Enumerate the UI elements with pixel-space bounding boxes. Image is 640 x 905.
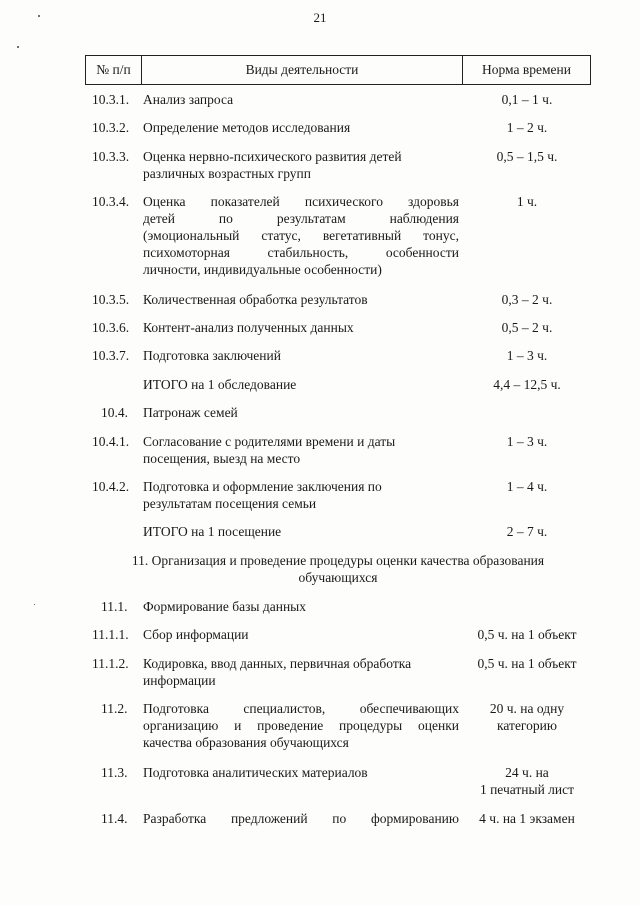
section-line: обучающихся [298, 570, 378, 585]
row-number: 10.3.2. [92, 120, 130, 135]
row-activity: ИТОГО на 1 обследование [143, 377, 297, 392]
row-norm: 4 ч. на 1 экзамен [479, 811, 575, 826]
scan-speck [38, 15, 40, 17]
row-number: 10.3.7. [92, 348, 130, 363]
section-line: 11. Организация и проведение процедуры оценки качества образования [131, 553, 545, 568]
activity-line: посещения, выезд на место [143, 451, 301, 466]
row-activity: Сбор информации [143, 627, 249, 642]
row-activity: Патронаж семей [143, 405, 238, 420]
activity-line: Подготовка и оформление заключения по [143, 479, 382, 494]
row-norm: 1 – 2 ч. [506, 120, 548, 135]
activity-line: качества образования обучающихся [143, 735, 349, 750]
row-norm: 1 – 3 ч. [506, 348, 548, 363]
row-number: 10.3.4. [92, 194, 130, 209]
row-norm: 0,5 ч. на 1 объект [477, 656, 577, 671]
activity-line: Оценка нервно-психического развития детей [143, 149, 402, 164]
row-number: 10.3.1. [92, 92, 130, 107]
header-number: № п/п [86, 56, 142, 84]
row-norm: 1 – 3 ч. [506, 434, 548, 449]
activity-line: Оценка показателей психического здоровья [143, 194, 459, 209]
row-norm: 0,5 – 1,5 ч. [496, 149, 558, 164]
row-number: 11.3. [101, 765, 128, 780]
row-activity [143, 148, 459, 182]
row-norm: 1 – 4 ч. [506, 479, 548, 494]
row-number: 11.1.1. [92, 627, 129, 642]
row-number: 11.4. [101, 811, 128, 826]
activity-line: организацию и проведение процедуры оценки [143, 718, 459, 733]
activity-line: Кодировка, ввод данных, первичная обработка [143, 656, 412, 671]
row-activity [143, 433, 459, 467]
row-number: 11.1.2. [92, 656, 129, 671]
row-activity [143, 193, 459, 278]
row-norm: 0,3 – 2 ч. [501, 292, 553, 307]
row-norm: 0,1 – 1 ч. [501, 92, 553, 107]
row-activity [143, 810, 459, 827]
row-number: 10.4. [101, 405, 128, 420]
row-activity: ИТОГО на 1 посещение [143, 524, 282, 539]
row-number: 10.3.6. [92, 320, 130, 335]
activity-line: психомоторная стабильность, особенности [143, 245, 459, 260]
row-number: 11.2. [101, 701, 128, 716]
table-header [85, 55, 591, 85]
row-activity: Подготовка заключений [143, 348, 281, 363]
row-activity: Анализ запроса [143, 92, 234, 107]
row-norm: 0,5 ч. на 1 объект [477, 627, 577, 642]
row-activity: Количественная обработка результатов [143, 292, 368, 307]
activity-line: Подготовка специалистов, обеспечивающих [143, 701, 459, 716]
page-number: 21 [313, 10, 327, 25]
row-norm: 4,4 – 12,5 ч. [493, 377, 561, 392]
norm-line: категорию [497, 718, 557, 733]
row-norm: 2 – 7 ч. [506, 524, 548, 539]
row-activity: Подготовка аналитических материалов [143, 765, 368, 780]
row-activity: Формирование базы данных [143, 599, 307, 614]
section-heading [85, 552, 591, 586]
activity-line: личности, индивидуальные особенности) [143, 262, 382, 277]
row-number: 10.4.1. [92, 434, 130, 449]
activity-line: Разработка предложений по формированию [143, 811, 459, 826]
activity-line: Согласование с родителями времени и даты [143, 434, 396, 449]
activity-line: различных возрастных групп [143, 166, 311, 181]
scan-speck [34, 604, 35, 605]
scan-speck [17, 46, 19, 48]
norm-line: 24 ч. на [505, 765, 549, 780]
row-norm: 0,5 – 2 ч. [501, 320, 553, 335]
row-activity [143, 478, 459, 512]
norm-line: 20 ч. на одну [489, 701, 565, 716]
header-activity: Виды деятельности [142, 56, 463, 84]
row-norm: 1 ч. [516, 194, 538, 209]
row-norm [463, 764, 591, 798]
row-activity [143, 655, 459, 689]
activity-line: результатам посещения семьи [143, 496, 317, 511]
header-norm: Норма времени [482, 62, 571, 77]
row-number: 10.4.2. [92, 479, 130, 494]
row-activity [143, 700, 459, 751]
norm-line: 1 печатный лист [479, 782, 575, 797]
row-norm [463, 700, 591, 734]
row-activity: Контент-анализ полученных данных [143, 320, 354, 335]
activity-line: (эмоциональный статус, вегетативный тонус, [143, 228, 459, 243]
activity-line: детей по результатам наблюдения [143, 211, 459, 226]
row-number: 10.3.5. [92, 292, 130, 307]
row-activity: Определение методов исследования [143, 120, 351, 135]
row-number: 11.1. [101, 599, 128, 614]
row-number: 10.3.3. [92, 149, 130, 164]
activity-line: информации [143, 673, 216, 688]
